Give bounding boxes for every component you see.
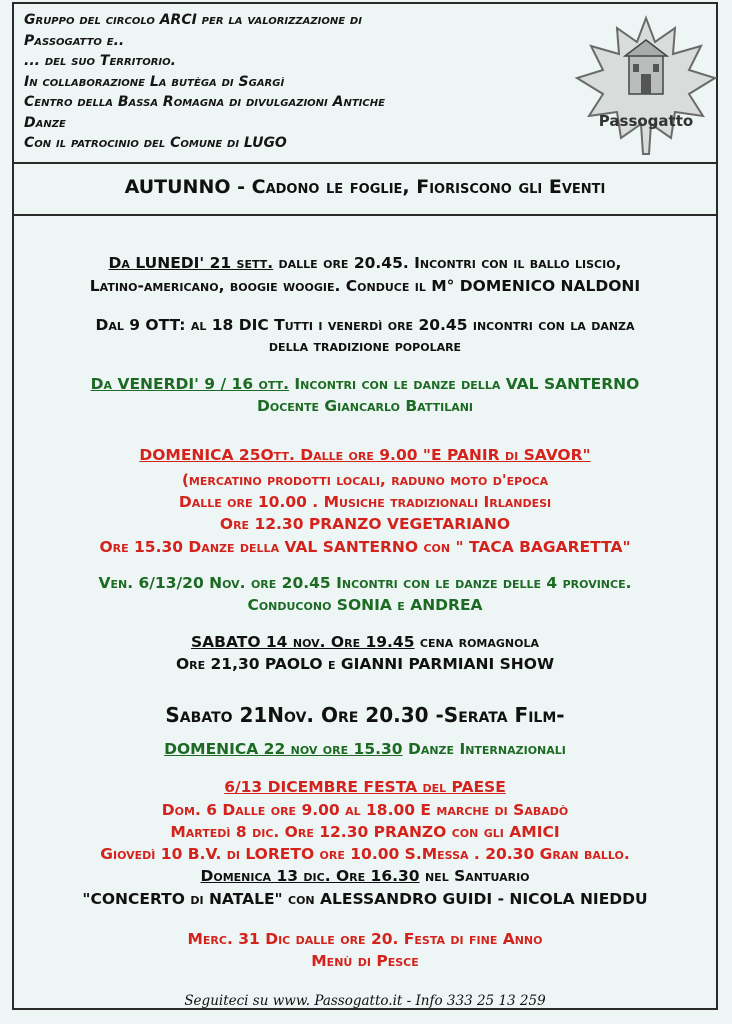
event-line: Ven. 6/13/20 Nov. ore 20.45 Incontri con le danze delle 4 province. — [98, 574, 632, 592]
event-line — [14, 740, 716, 758]
event-date: DOMENICA 22 nov ore 15.30 — [164, 740, 403, 758]
event-line: Ore 12.30 PRANZO VEGETARIANO — [219, 515, 511, 533]
logo-text: Passogatto — [598, 112, 694, 130]
header-line: Con il patrocinio del Comune di LUGO — [24, 135, 287, 151]
event-line — [14, 867, 716, 885]
header-line: Danze — [24, 114, 66, 131]
event-line: DOMENICA 25Ott. Dalle ore 9.00 "E PANIR di SAVOR" — [139, 446, 591, 464]
event-text: nel Santuario — [419, 867, 530, 885]
event-line: Ore 21,30 PAOLO e GIANNI PARMIANI SHOW — [175, 655, 555, 673]
header-text — [24, 10, 385, 154]
event-line: Docente Giancarlo Battilani — [256, 397, 474, 415]
event-line: Ore 15.30 Danze della VAL SANTERNO con " TACA BAGARETTA" — [99, 538, 631, 556]
event-date: Domenica 13 dic. Ore 16.30 — [200, 867, 420, 885]
footer-contact: Seguiteci su www. Passogatto.it - Info 333 25 13 259 — [184, 993, 546, 1009]
event-line — [14, 254, 716, 272]
event-line: Sabato 21Nov. Ore 20.30 -Serata Film- — [165, 703, 565, 727]
event-text: dalle ore 20.45. Incontri con il ballo liscio, — [273, 254, 622, 272]
event-line — [14, 633, 716, 651]
header-line: Gruppo del circolo ARCI per la valorizzazione di — [24, 12, 362, 28]
event-line: Latino-americano, boogie woogie. Conduce il M° DOMENICO NALDONI — [89, 277, 641, 295]
event-text: cena romagnola — [414, 633, 540, 651]
event-line: Dalle ore 10.00 . Musiche tradizionali Irlandesi — [178, 493, 552, 511]
event-line: (mercatino prodotti locali, raduno moto d'epoca — [181, 471, 549, 489]
event-line: Merc. 31 Dic dalle ore 20. Festa di fine Anno — [187, 930, 543, 948]
event-line: Dal 9 OTT: al 18 DIC Tutti i venerdì ore 20.45 incontri con la danza — [95, 316, 635, 334]
event-date: Da LUNEDI' 21 sett. — [108, 254, 274, 272]
event-line: 6/13 DICEMBRE FESTA del PAESE — [224, 778, 506, 796]
event-line — [14, 375, 716, 393]
event-line: Conducono SONIA e ANDREA — [247, 596, 483, 614]
event-text: Incontri con le danze della VAL SANTERNO — [289, 375, 640, 393]
event-line: Martedì 8 dic. Ore 12.30 PRANZO con gli AMICI — [170, 823, 560, 841]
event-date: SABATO 14 nov. Ore 19.45 — [190, 633, 415, 651]
header-line: Centro della Bassa Romagna di divulgazioni Antiche — [24, 94, 385, 110]
title-band — [14, 162, 716, 216]
header — [14, 4, 716, 164]
header-line: In collaborazione La butèga di Sgargì — [24, 73, 285, 90]
event-line: Menù di Pesce — [311, 952, 419, 970]
event-line: "CONCERTO di NATALE" con ALESSANDRO GUIDI - NICOLA NIEDDU — [82, 890, 648, 908]
header-line: ... del suo Territorio. — [24, 53, 176, 69]
event-text: Danze Internazionali — [402, 740, 566, 758]
event-line: Giovedì 10 B.V. di LORETO ore 10.00 S.Messa . 20.30 Gran ballo. — [100, 845, 630, 863]
event-line: della tradizione popolare — [268, 337, 462, 355]
passogatto-logo-icon — [571, 12, 721, 160]
page-title: AUTUNNO - Cadono le foglie, Fioriscono gli Eventi — [124, 176, 606, 198]
event-line: Dom. 6 Dalle ore 9.00 al 18.00 E marche di Sabadò — [161, 801, 569, 819]
event-date: Da VENERDI' 9 / 16 ott. — [90, 375, 290, 393]
header-line: Passogatto e.. — [24, 32, 125, 49]
